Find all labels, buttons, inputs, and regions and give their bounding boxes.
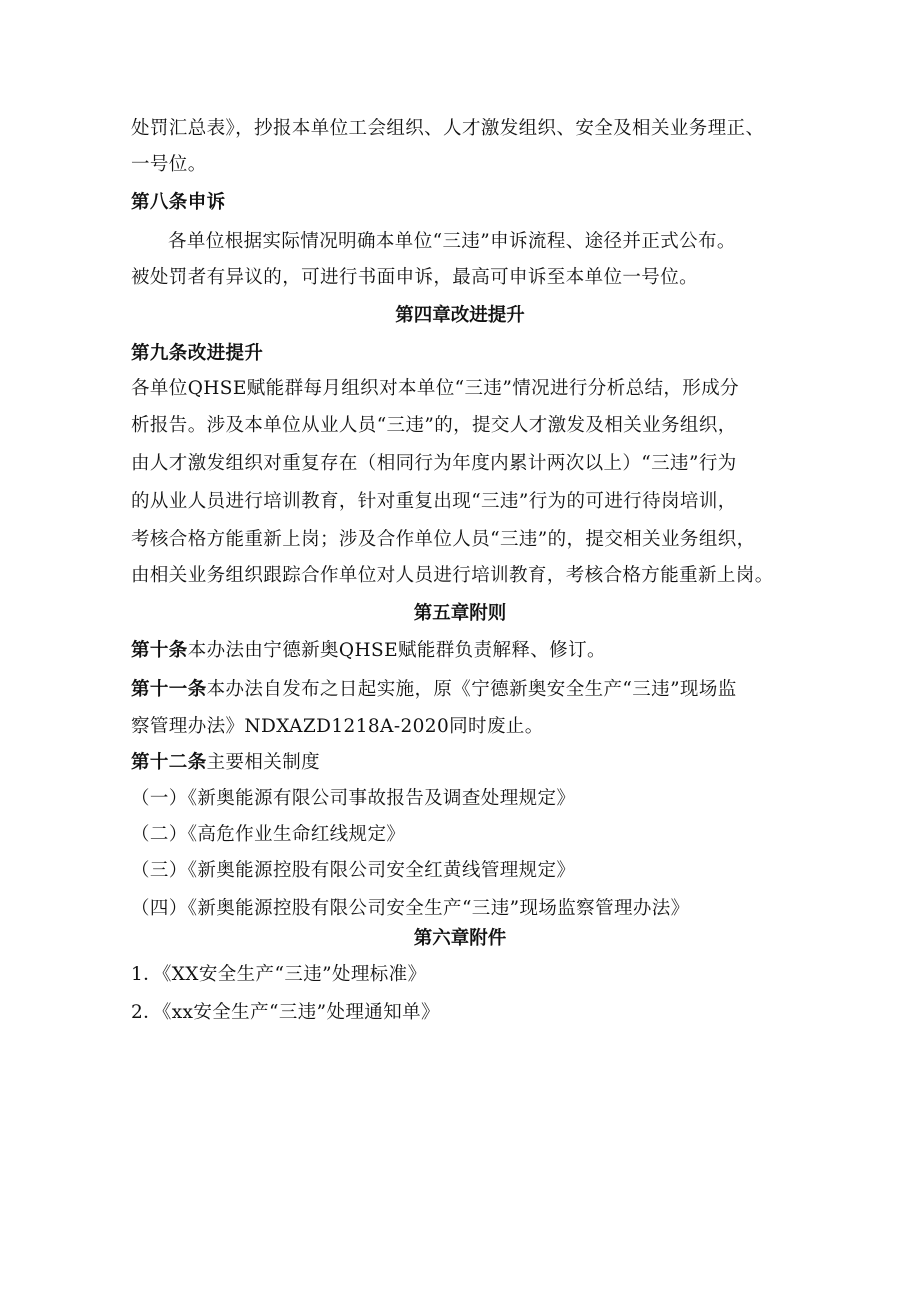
article-10-label: 第十条: [131, 640, 188, 661]
article-11: [131, 677, 737, 703]
list-item: 2．《xx安全生产“三违”处理通知单》: [131, 1002, 440, 1023]
text-line: 一号位。: [131, 154, 207, 175]
text-line: 的从业人员进行培训教育，针对重复出现“三违”行为的可进行待岗培训，: [131, 491, 737, 512]
chapter-4-title: 第四章改进提升: [395, 305, 525, 326]
text-line: 各单位QHSE赋能群每月组织对本单位“三违”情况进行分析总结，形成分: [131, 378, 739, 399]
article-8-title: 第八条申诉: [131, 192, 226, 213]
list-item: （二）《高危作业生命红线规定》: [131, 824, 406, 845]
list-item: 1．《XX安全生产“三违”处理标准》: [131, 964, 427, 985]
chapter-5-title: 第五章附则: [413, 603, 507, 624]
text-line: 由人才激发组织对重复存在（相同行为年度内累计两次以上）“三违”行为: [131, 453, 737, 474]
text-line: 被处罚者有异议的，可进行书面申诉，最高可申诉至本单位一号位。: [131, 267, 699, 288]
article-10: [131, 638, 606, 664]
chapter-6-title: 第六章附件: [413, 928, 507, 949]
list-item: （三）《新奥能源控股有限公司安全红黄线管理规定》: [131, 860, 576, 881]
text-line: 处罚汇总表》，抄报本单位工会组织、人才激发组织、安全及相关业务理正、: [131, 118, 765, 139]
article-12-text: 主要相关制度: [206, 752, 321, 773]
text-line: 析报告。涉及本单位从业人员“三违”的，提交人才激发及相关业务组织，: [131, 415, 737, 436]
text-line: 察管理办法》NDXAZD1218A-2020同时废止。: [131, 716, 544, 737]
article-10-text: 本办法由宁德新奥QHSE赋能群负责解释、修订。: [187, 640, 606, 661]
article-11-label: 第十一条: [131, 679, 207, 700]
article-11-text: 本办法自发布之日起实施，原《宁德新奥安全生产“三违”现场监: [206, 679, 737, 700]
list-item: （四）《新奥能源控股有限公司安全生产“三违”现场监察管理办法》: [131, 898, 690, 919]
article-9-title: 第九条改进提升: [131, 343, 264, 364]
text-line: 由相关业务组织跟踪合作单位对人员进行培训教育，考核合格方能重新上岗。: [131, 565, 774, 586]
list-item: （一）《新奥能源有限公司事故报告及调查处理规定》: [131, 788, 576, 809]
text-line: 各单位根据实际情况明确本单位“三违”申诉流程、途径并正式公布。: [168, 231, 736, 252]
article-12-label: 第十二条: [131, 752, 207, 773]
text-line: 考核合格方能重新上岗；涉及合作单位人员“三违”的，提交相关业务组织，: [131, 529, 756, 550]
article-12: [131, 750, 320, 776]
